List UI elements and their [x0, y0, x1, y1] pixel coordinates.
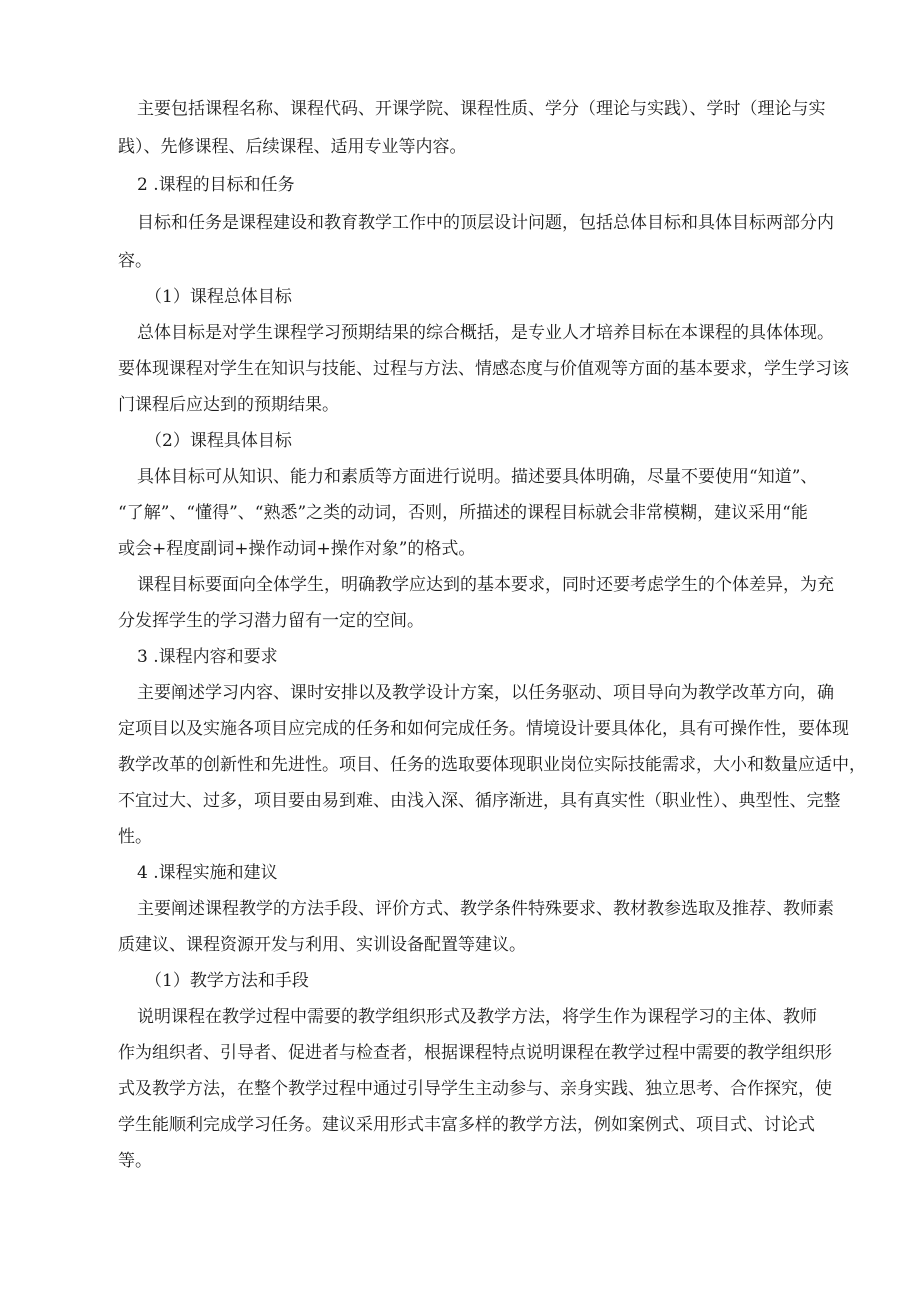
paragraph-line: 不宜过大、过多，项目要由易到难、由浅入深、循序渐进，具有真实性（职业性）、典型性、完整: [118, 791, 841, 811]
paragraph-line: 分发挥学生的学习潜力留有一定的空间。: [118, 611, 424, 631]
section-heading: 3 .课程内容和要求: [137, 647, 278, 667]
paragraph-line: 或会+程度副词+操作动词+操作对象”的格式。: [118, 539, 476, 559]
paragraph-line: 具体目标可从知识、能力和素质等方面进行说明。描述要具体明确，尽量不要使用“知道”、: [137, 467, 818, 487]
paragraph-line: 教学改革的创新性和先进性。项目、任务的选取要体现职业岗位实际技能需求，大小和数量应适中，: [118, 755, 866, 775]
paragraph-line: 说明课程在教学过程中需要的教学组织形式及教学方法，将学生作为课程学习的主体、教师: [137, 1007, 817, 1027]
paragraph-line: 门课程后应达到的预期结果。: [118, 395, 339, 415]
paragraph-line: 作为组织者、引导者、促进者与检查者，根据课程特点说明课程在教学过程中需要的教学组织形: [118, 1043, 832, 1063]
paragraph-line: 目标和任务是课程建设和教育教学工作中的顶层设计问题，包括总体目标和具体目标两部分内: [137, 213, 834, 233]
paragraph-line: 主要阐述课程教学的方法手段、评价方式、教学条件特殊要求、教材教参选取及推荐、教师素: [137, 899, 834, 919]
subsection-heading: （1）课程总体目标: [145, 287, 292, 307]
paragraph-line: 等。: [118, 1151, 152, 1171]
paragraph-line: 学生能顺利完成学习任务。建议采用形式丰富多样的教学方法，例如案例式、项目式、讨论式: [118, 1115, 815, 1135]
paragraph-line: 性。: [118, 827, 152, 847]
paragraph-line: 式及教学方法，在整个教学过程中通过引导学生主动参与、亲身实践、独立思考、合作探究，使: [118, 1079, 832, 1099]
paragraph-line: 要体现课程对学生在知识与技能、过程与方法、情感态度与价值观等方面的基本要求，学生学习该: [118, 359, 849, 379]
paragraph-line: 质建议、课程资源开发与利用、实训设备配置等建议。: [118, 935, 526, 955]
section-heading: 4 .课程实施和建议: [137, 863, 278, 883]
paragraph-line: 主要阐述学习内容、课时安排以及教学设计方案，以任务驱动、项目导向为教学改革方向，确: [137, 683, 834, 703]
subsection-heading: （1）教学方法和手段: [145, 971, 309, 991]
paragraph-line: 践）、先修课程、后续课程、适用专业等内容。: [118, 137, 467, 157]
paragraph-line: 定项目以及实施各项目应完成的任务和如何完成任务。情境设计要具体化，具有可操作性，要体现: [118, 719, 849, 739]
paragraph-line: “了解”、“懂得”、“熟悉”之类的动词，否则，所描述的课程目标就会非常模糊，建议采用“能: [118, 503, 808, 523]
paragraph-line: 主要包括课程名称、课程代码、开课学院、课程性质、学分（理论与实践）、学时（理论与实: [137, 99, 826, 119]
paragraph-line: 总体目标是对学生课程学习预期结果的综合概括，是专业人才培养目标在本课程的具体体现。: [137, 323, 834, 343]
paragraph-line: 容。: [118, 251, 152, 271]
paragraph-line: 课程目标要面向全体学生，明确教学应达到的基本要求，同时还要考虑学生的个体差异，为充: [137, 575, 834, 595]
subsection-heading: （2）课程具体目标: [145, 431, 292, 451]
section-heading: 2 .课程的目标和任务: [137, 175, 295, 195]
